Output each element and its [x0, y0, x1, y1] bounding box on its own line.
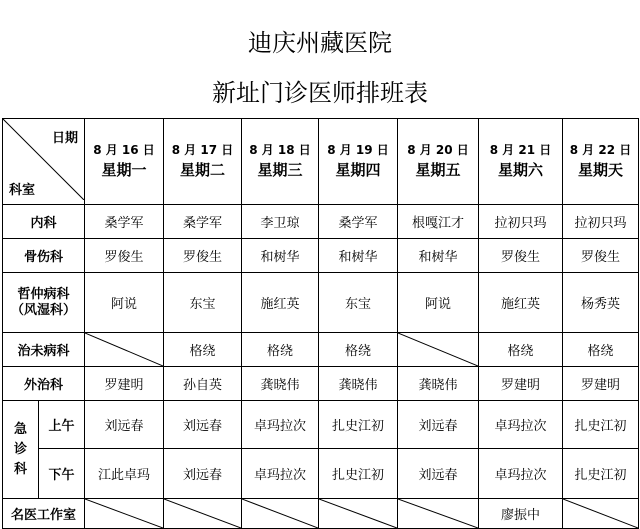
schedule-title: 新址门诊医师排班表 — [212, 79, 428, 107]
dept-name: 治未病科 — [3, 333, 85, 367]
dept-row — [3, 239, 639, 273]
day-header-1 — [85, 119, 164, 205]
expert-row — [3, 499, 639, 529]
doctor-cell: 格绕 — [479, 333, 563, 367]
doctor-cell: 桑学军 — [164, 205, 242, 239]
day-header-7 — [563, 119, 639, 205]
diagonal-slash — [242, 499, 318, 528]
emergency-label-char: 诊 — [13, 441, 27, 457]
dept-row — [3, 273, 639, 333]
doctor-cell — [398, 499, 479, 529]
doctor-cell: 刘远春 — [85, 401, 164, 449]
doctor-cell: 廖振中 — [479, 499, 563, 529]
doctor-cell: 李卫琼 — [242, 205, 319, 239]
doctor-cell: 根嘎江才 — [398, 205, 479, 239]
doctor-cell: 格绕 — [563, 333, 639, 367]
schedule-table — [2, 118, 639, 529]
day-date: 8 月 21 日 — [489, 142, 552, 157]
doctor-cell: 东宝 — [164, 273, 242, 333]
day-weekday: 星期五 — [415, 160, 461, 179]
doctor-cell: 杨秀英 — [563, 273, 639, 333]
doctor-cell: 卓玛拉次 — [479, 449, 563, 499]
emergency-label-char: 科 — [13, 461, 27, 477]
doctor-cell: 和树华 — [398, 239, 479, 273]
day-weekday: 星期一 — [101, 160, 147, 179]
pm-label: 下午 — [39, 449, 85, 499]
diagonal-slash — [85, 499, 163, 528]
day-weekday: 星期天 — [577, 160, 623, 179]
day-date: 8 月 19 日 — [327, 142, 389, 157]
doctor-cell: 刘远春 — [164, 449, 242, 499]
dept-row — [3, 367, 639, 401]
doctor-cell: 罗俊生 — [563, 239, 639, 273]
day-weekday: 星期三 — [257, 160, 303, 179]
doctor-cell: 扎史江初 — [319, 401, 398, 449]
doctor-cell: 罗俊生 — [164, 239, 242, 273]
dept-name: 名医工作室 — [3, 499, 85, 529]
doctor-cell: 罗建明 — [479, 367, 563, 401]
doctor-cell: 拉初只玛 — [479, 205, 563, 239]
doctor-cell — [563, 499, 639, 529]
doctor-cell — [319, 499, 398, 529]
day-header-5 — [398, 119, 479, 205]
dept-name-line2: （风湿科） — [10, 302, 76, 318]
doctor-cell: 罗建明 — [85, 367, 164, 401]
doctor-cell: 桑学军 — [85, 205, 164, 239]
doctor-cell: 刘远春 — [164, 401, 242, 449]
doctor-cell: 格绕 — [242, 333, 319, 367]
header-corner — [3, 119, 85, 205]
hospital-name: 迪庆州藏医院 — [248, 29, 392, 57]
day-weekday: 星期二 — [179, 160, 225, 179]
doctor-cell: 龚晓伟 — [242, 367, 319, 401]
dept-row — [3, 205, 639, 239]
emergency-pm-row — [3, 449, 639, 499]
emergency-am-row — [3, 401, 639, 449]
doctor-cell: 拉初只玛 — [563, 205, 639, 239]
doctor-cell — [164, 499, 242, 529]
dept-name — [3, 273, 85, 333]
day-weekday: 星期四 — [335, 160, 381, 179]
doctor-cell — [242, 499, 319, 529]
doctor-cell: 扎史江初 — [319, 449, 398, 499]
doctor-cell — [85, 333, 164, 367]
diagonal-slash — [398, 499, 478, 528]
doctor-cell: 龚晓伟 — [398, 367, 479, 401]
doctor-cell: 罗俊生 — [85, 239, 164, 273]
day-date: 8 月 16 日 — [93, 142, 155, 157]
doctor-cell: 格绕 — [164, 333, 242, 367]
doctor-cell: 东宝 — [319, 273, 398, 333]
emergency-dept-label — [3, 401, 39, 499]
doctor-cell: 罗建明 — [563, 367, 639, 401]
doctor-cell: 刘远春 — [398, 401, 479, 449]
day-header-2 — [164, 119, 242, 205]
doctor-cell: 施红英 — [242, 273, 319, 333]
doctor-cell: 江此卓玛 — [85, 449, 164, 499]
doctor-cell: 孙自英 — [164, 367, 242, 401]
date-label: 日期 — [51, 131, 78, 146]
doctor-cell: 扎史江初 — [563, 449, 639, 499]
am-label: 上午 — [39, 401, 85, 449]
dept-name-line1: 哲仲病科 — [17, 286, 70, 302]
dept-name: 外治科 — [3, 367, 85, 401]
day-header-6 — [479, 119, 563, 205]
doctor-cell: 格绕 — [319, 333, 398, 367]
doctor-cell — [85, 499, 164, 529]
doctor-cell: 施红英 — [479, 273, 563, 333]
day-weekday: 星期六 — [497, 160, 543, 179]
diagonal-slash — [398, 333, 478, 366]
doctor-cell — [398, 333, 479, 367]
day-header-3 — [242, 119, 319, 205]
day-header-4 — [319, 119, 398, 205]
emergency-label-char: 急 — [13, 421, 27, 437]
day-date: 8 月 22 日 — [569, 142, 632, 157]
header-row — [3, 119, 639, 205]
diagonal-slash — [164, 499, 241, 528]
doctor-cell: 卓玛拉次 — [479, 401, 563, 449]
day-date: 8 月 18 日 — [249, 142, 311, 157]
dept-name: 骨伤科 — [3, 239, 85, 273]
day-date: 8 月 20 日 — [407, 142, 469, 157]
dept-label: 科室 — [9, 183, 36, 198]
diagonal-slash — [319, 499, 397, 528]
doctor-cell: 桑学军 — [319, 205, 398, 239]
day-date: 8 月 17 日 — [171, 142, 234, 157]
doctor-cell: 卓玛拉次 — [242, 449, 319, 499]
dept-name: 内科 — [3, 205, 85, 239]
doctor-cell: 刘远春 — [398, 449, 479, 499]
doctor-cell: 罗俊生 — [479, 239, 563, 273]
diagonal-slash — [85, 333, 163, 366]
doctor-cell: 阿说 — [85, 273, 164, 333]
doctor-cell: 龚晓伟 — [319, 367, 398, 401]
diagonal-slash — [563, 499, 638, 528]
doctor-cell: 阿说 — [398, 273, 479, 333]
doctor-cell: 和树华 — [242, 239, 319, 273]
dept-row — [3, 333, 639, 367]
doctor-cell: 和树华 — [319, 239, 398, 273]
doctor-cell: 卓玛拉次 — [242, 401, 319, 449]
doctor-cell: 扎史江初 — [563, 401, 639, 449]
